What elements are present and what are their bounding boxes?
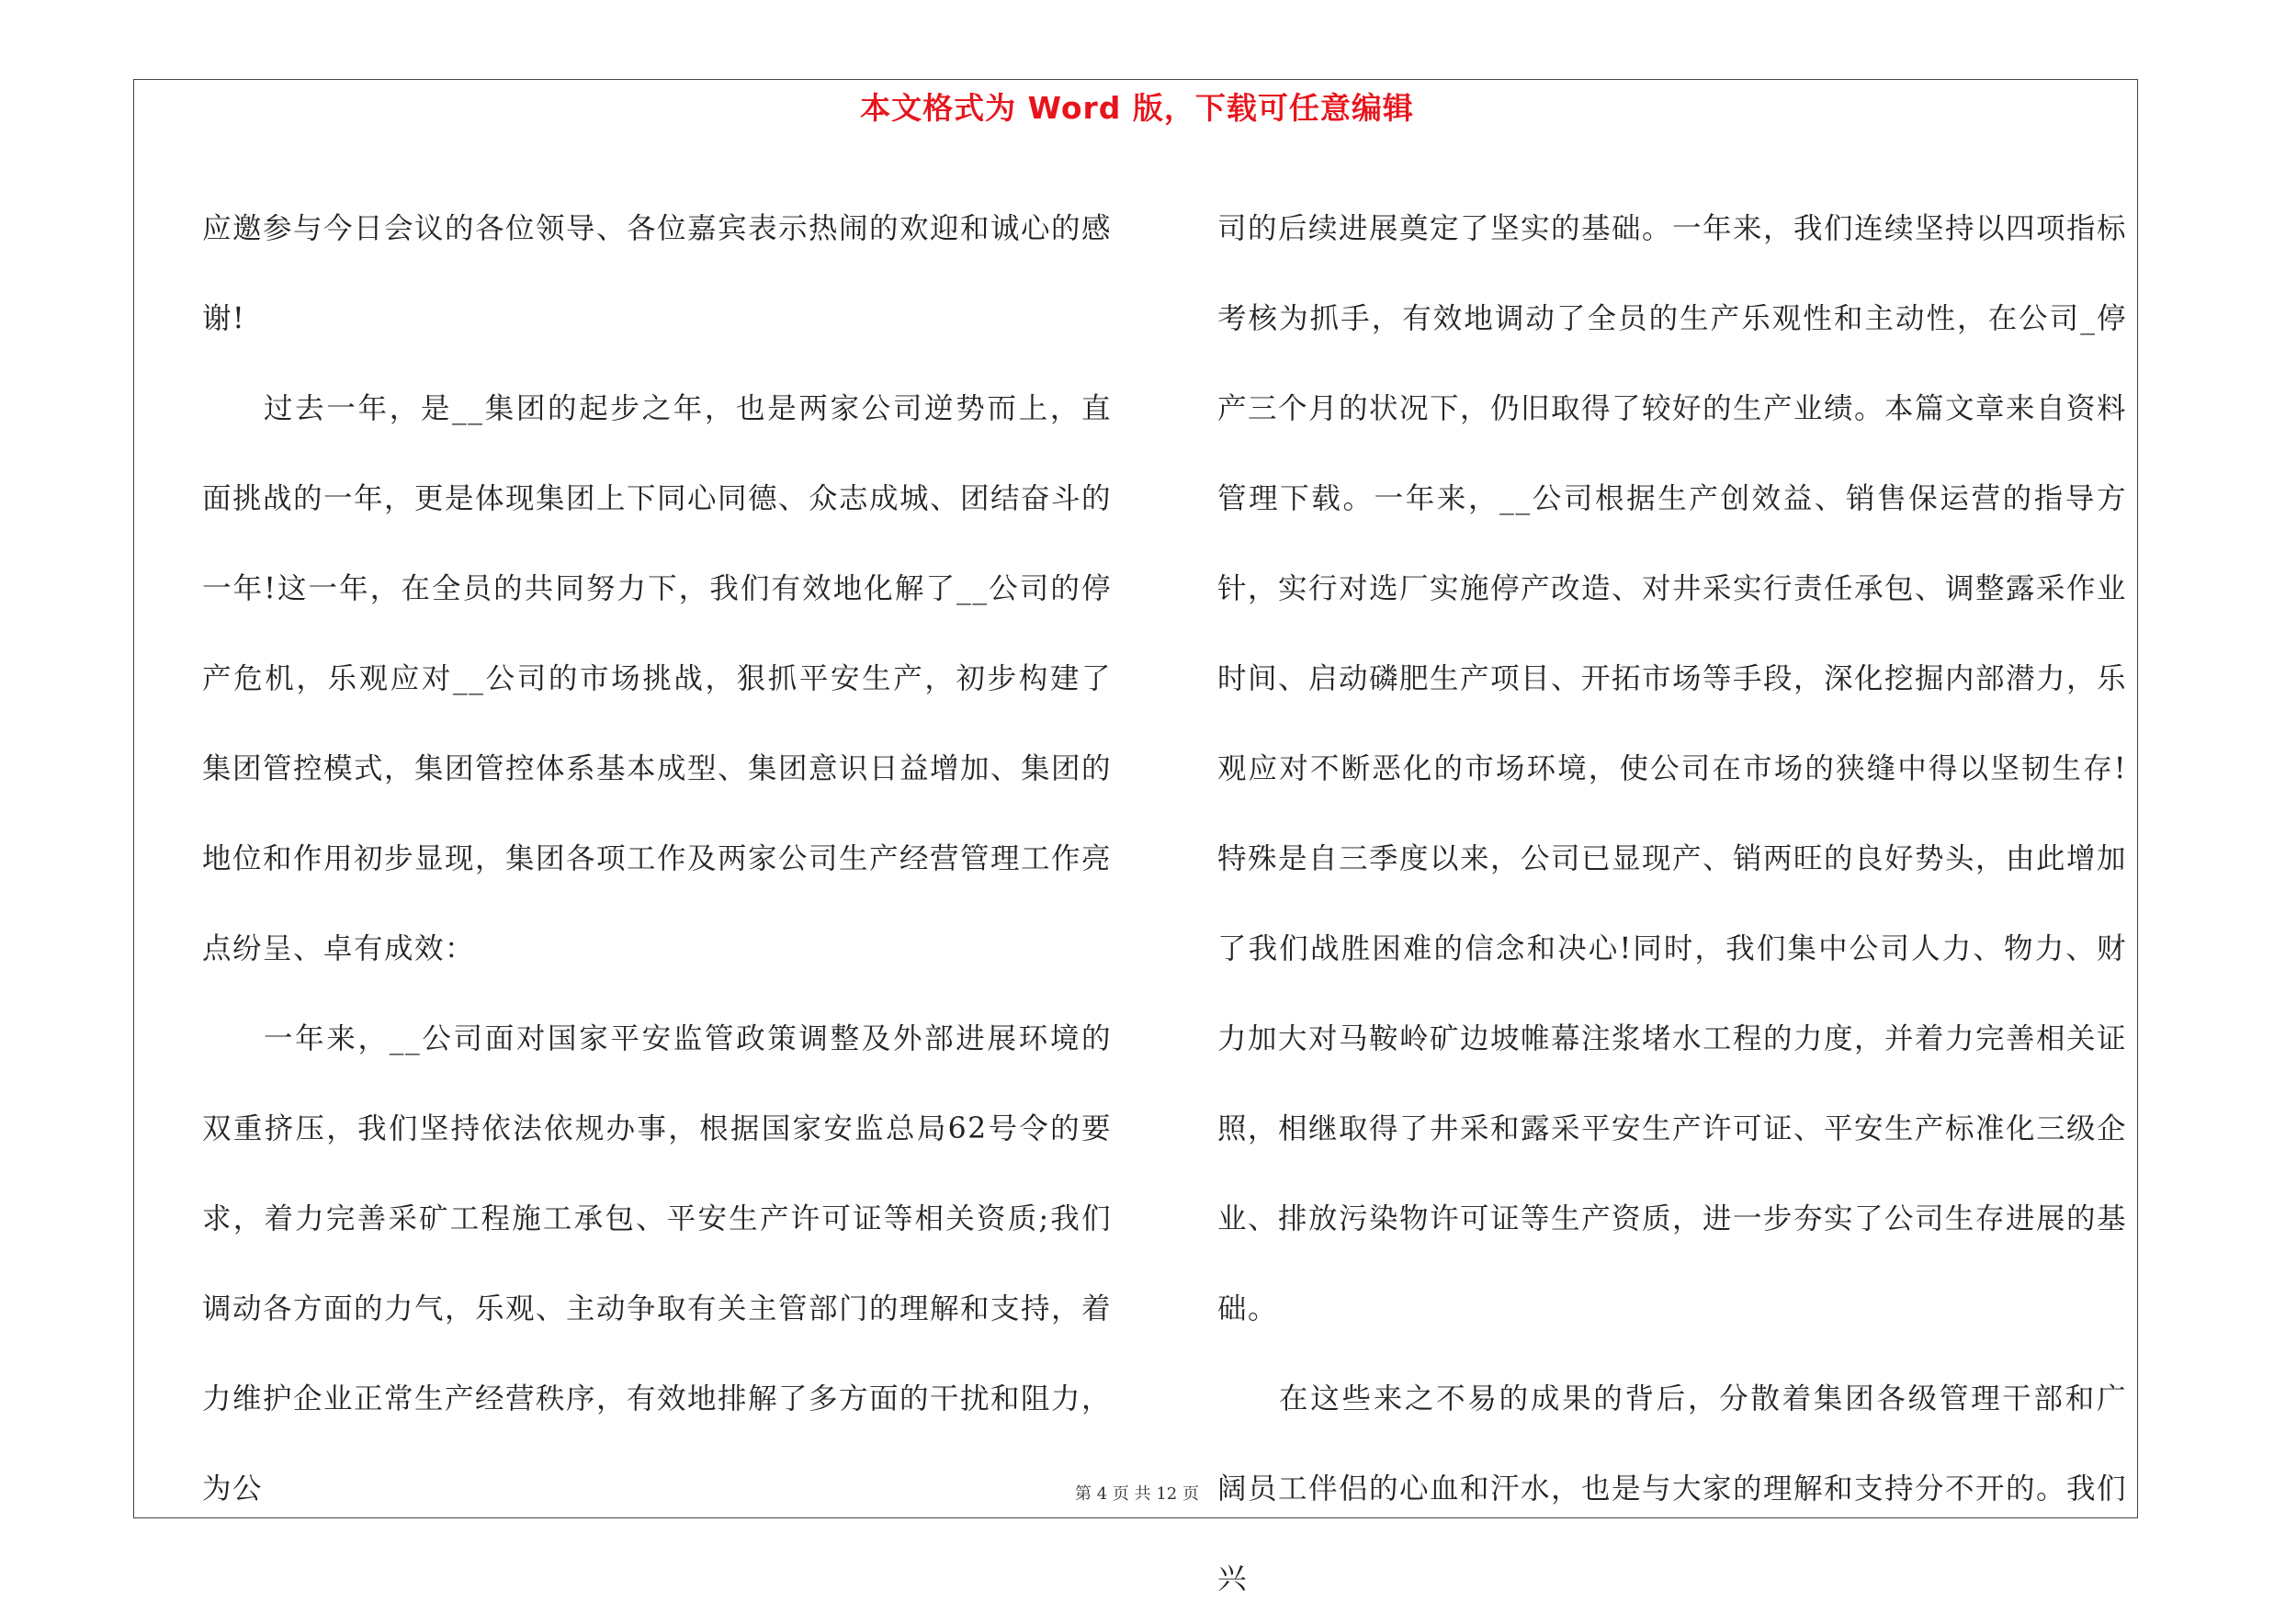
paragraph: 在这些来之不易的成果的背后，分散着集团各级管理干部和广阔员工伴侣的心血和汗水，也是与大家的理解和支持分不开的。我们兴 [1217, 1382, 2128, 1596]
paragraph: 过去一年，是__集团的起步之年，也是两家公司逆势而上，直面挑战的一年，更是体现集团上下同心同德、众志成城、团结奋斗的一年!这一年，在全员的共同努力下，我们有效地化解了__公司的停产危机，乐观应对__公司的市场挑战，狠抓平安生产，初步构建了集团管控模式，集团管控体系基本成型、集团意识日益增加、集团的地位和作用初步显现，集团各项工作及两家公司生产经营管理工作亮点纷呈、卓有成效： [202, 392, 1113, 965]
paragraph: 应邀参与今日会议的各位领导、各位嘉宾表示热闹的欢迎和诚心的感谢! [202, 212, 1113, 335]
header-banner: 本文格式为 Word 版，下载可任意编辑 [860, 90, 1414, 126]
right-column [1217, 184, 2128, 1596]
page-number: 第 4 页 共 12 页 [1075, 1484, 1199, 1504]
paragraph: 司的后续进展奠定了坚实的基础。一年来，我们连续坚持以四项指标考核为抓手，有效地调动了全员的生产乐观性和主动性，在公司_停产三个月的状况下，仍旧取得了较好的生产业绩。本篇文章来自资料管理下载。一年来，__公司根据生产创效益、销售保运营的指导方针，实行对选厂实施停产改造、对井采实行责任承包、调整露采作业时间、启动磷肥生产项目、开拓市场等手段，深化挖掘内部潜力，乐观应对不断恶化的市场环境，使公司在市场的狭缝中得以坚韧生存!特殊是自三季度以来，公司已显现产、销两旺的良好势头，由此增加了我们战胜困难的信念和决心!同时，我们集中公司人力、物力、财力加大对马鞍岭矿边坡帷幕注浆堵水工程的力度，并着力完善相关证照，相继取得了井采和露采平安生产许可证、平安生产标准化三级企业、排放污染物许可证等生产资质，进一步夯实了公司生存进展的基础。 [1217, 212, 2128, 1325]
paragraph: 一年来，__公司面对国家平安监管政策调整及外部进展环境的双重挤压，我们坚持依法依规办事，根据国家安监总局62号令的要求，着力完善采矿工程施工承包、平安生产许可证等相关资质;我们调动各方面的力气，乐观、主动争取有关主管部门的理解和支持，着力维护企业正常生产经营秩序，有效地排解了多方面的干扰和阻力，为公 [202, 1022, 1113, 1506]
left-column [202, 184, 1113, 1506]
